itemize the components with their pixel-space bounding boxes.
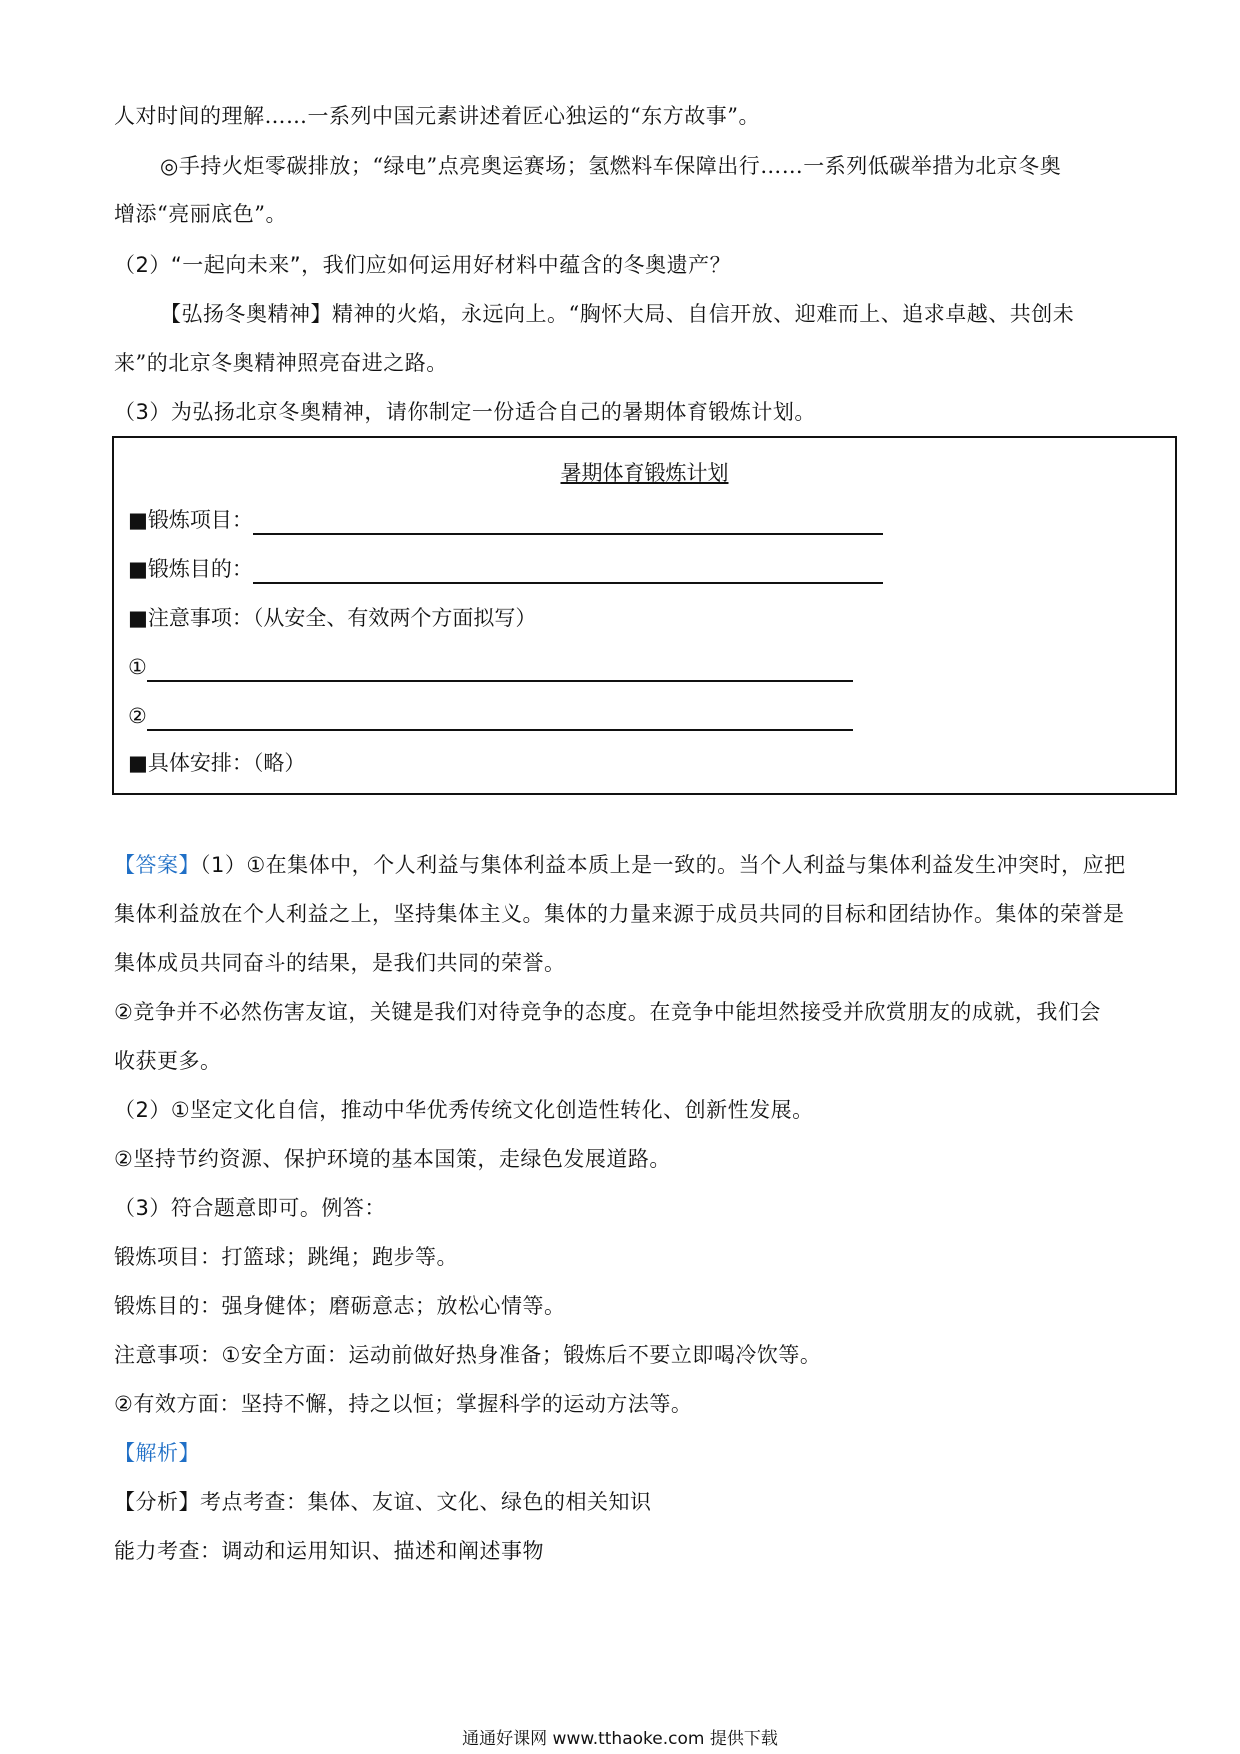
plan-item-label: ■锻炼项目：	[128, 508, 253, 532]
plan-item-blank[interactable]	[253, 507, 883, 535]
answer-tag: 【答案】	[114, 853, 200, 877]
answer-2-line-1: （2）①坚定文化自信，推动中华优秀传统文化创造性转化、创新性发展。	[114, 1098, 814, 1122]
answer-1b-line-2: 收获更多。	[114, 1049, 222, 1073]
plan-schedule-label: ■具体安排：（略）	[128, 751, 306, 775]
intro-line-1: 人对时间的理解……一系列中国元素讲述着匠心独运的“东方故事”。	[114, 104, 760, 128]
answer-1-line-1	[114, 850, 1126, 880]
plan-note-2-marker: ②	[128, 704, 147, 728]
answer-1-line-3: 集体成员共同奋斗的结果，是我们共同的荣誉。	[114, 951, 566, 975]
intro-bullet-2-line-1: ◎手持火炬零碳排放；“绿电”点亮奥运赛场；氢燃料车保障出行……一系列低碳举措为北京冬奥	[160, 154, 1062, 178]
intro-bullet-2-line-2: 增添“亮丽底色”。	[114, 202, 287, 226]
answer-1-line-2: 集体利益放在个人利益之上，坚持集体主义。集体的力量来源于成员共同的目标和团结协作。集体的荣誉是	[114, 902, 1125, 926]
answer-3-intro: （3）符合题意即可。例答：	[114, 1196, 386, 1220]
plan-purpose-row	[128, 554, 883, 584]
exercise-plan-box	[112, 436, 1177, 795]
question-2: （2）“一起向未来”，我们应如何运用好材料中蕴含的冬奥遗产？	[114, 253, 732, 277]
analysis-tag: 【解析】	[114, 1441, 200, 1465]
plan-note-2-blank[interactable]	[147, 703, 853, 731]
plan-schedule-row	[128, 748, 305, 778]
plan-purpose-blank[interactable]	[253, 556, 883, 584]
answer-3-notes-1: 注意事项：①安全方面：运动前做好热身准备；锻炼后不要立即喝冷饮等。	[114, 1343, 822, 1367]
plan-item-row	[128, 505, 883, 535]
answer-1-line-1-text: （1）①在集体中，个人利益与集体利益本质上是一致的。当个人利益与集体利益发生冲突时，应把	[200, 853, 1126, 877]
page-footer: 通通好课网 www.tthaoke.com 提供下载	[462, 1729, 778, 1749]
analysis-line-1: 【分析】考点考查：集体、友谊、文化、绿色的相关知识	[114, 1490, 652, 1514]
plan-notes-row	[128, 603, 536, 633]
answer-3-item: 锻炼项目：打篮球；跳绳；跑步等。	[114, 1245, 458, 1269]
plan-note-1-blank[interactable]	[147, 654, 853, 682]
plan-title: 暑期体育锻炼计划	[560, 461, 729, 485]
plan-purpose-label: ■锻炼目的：	[128, 557, 253, 581]
answer-3-notes-2: ②有效方面：坚持不懈，持之以恒；掌握科学的运动方法等。	[114, 1392, 693, 1416]
plan-notes-label: ■注意事项：（从安全、有效两个方面拟写）	[128, 606, 537, 630]
spirit-line-2: 来”的北京冬奥精神照亮奋进之路。	[114, 351, 448, 375]
answer-2-line-2: ②坚持节约资源、保护环境的基本国策，走绿色发展道路。	[114, 1147, 671, 1171]
analysis-line-2: 能力考查：调动和运用知识、描述和阐述事物	[114, 1539, 544, 1563]
plan-note-2-row	[128, 701, 853, 731]
answer-3-purpose: 锻炼目的：强身健体；磨砺意志；放松心情等。	[114, 1294, 566, 1318]
answer-1b-line-1: ②竞争并不必然伤害友谊，关键是我们对待竞争的态度。在竞争中能坦然接受并欣赏朋友的成就，我们会	[114, 1000, 1101, 1024]
plan-note-1-row	[128, 652, 853, 682]
plan-note-1-marker: ①	[128, 655, 147, 679]
spirit-line-1: 【弘扬冬奥精神】精神的火焰，永远向上。“胸怀大局、自信开放、迎难而上、追求卓越、共创未	[160, 302, 1075, 326]
question-3: （3）为弘扬北京冬奥精神，请你制定一份适合自己的暑期体育锻炼计划。	[114, 400, 816, 424]
